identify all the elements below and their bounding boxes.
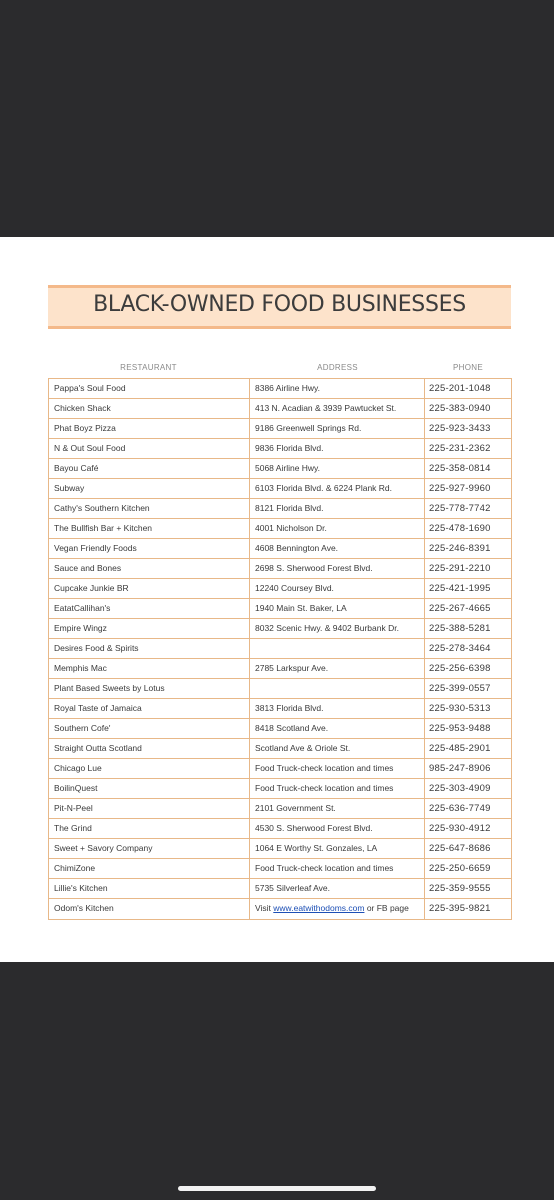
restaurant-name: N & Out Soul Food [49,439,250,458]
address-cell: 2698 S. Sherwood Forest Blvd. [250,559,425,578]
restaurant-name: Plant Based Sweets by Lotus [49,679,250,698]
phone-cell: 225-267-4665 [429,603,491,614]
table-row [49,699,511,719]
title-band [48,285,511,329]
restaurant-name: Bayou Café [49,459,250,478]
address-cell: 8386 Airline Hwy. [250,379,425,398]
restaurant-name: Cupcake Junkie BR [49,579,250,598]
phone-cell: 225-359-9555 [429,883,491,894]
business-table [48,378,512,920]
restaurant-name: Chicago Lue [49,759,250,778]
home-indicator[interactable] [178,1186,376,1191]
address-cell: 12240 Coursey Blvd. [250,579,425,598]
restaurant-name: Subway [49,479,250,498]
phone-cell: 225-250-6659 [429,863,491,874]
restaurant-name: Phat Boyz Pizza [49,419,250,438]
address-cell: 9836 Florida Blvd. [250,439,425,458]
address-cell: Scotland Ave & Oriole St. [250,739,425,758]
table-row [49,759,511,779]
table-row [49,379,511,399]
table-row [49,499,511,519]
restaurant-name: BoilinQuest [49,779,250,798]
address-cell: 8418 Scotland Ave. [250,719,425,738]
table-row [49,859,511,879]
table-row [49,839,511,859]
table-row [49,739,511,759]
phone-cell: 225-303-4909 [429,783,491,794]
table-row [49,899,511,919]
table-row [49,539,511,559]
table-row [49,619,511,639]
address-cell: 8032 Scenic Hwy. & 9402 Burbank Dr. [250,619,425,638]
address-cell: 5068 Airline Hwy. [250,459,425,478]
address-cell: 1064 E Worthy St. Gonzales, LA [250,839,425,858]
address-cell: 6103 Florida Blvd. & 6224 Plank Rd. [250,479,425,498]
column-header-restaurant: RESTAURANT [120,363,177,372]
restaurant-name: EatatCallihan's [49,599,250,618]
table-row [49,679,511,699]
address-cell: 1940 Main St. Baker, LA [250,599,425,618]
table-row [49,659,511,679]
address-cell: 4001 Nicholson Dr. [250,519,425,538]
restaurant-name: Empire Wingz [49,619,250,638]
restaurant-name: Cathy's Southern Kitchen [49,499,250,518]
address-cell: Food Truck-check location and times [250,779,425,798]
top-dark-area [0,0,554,237]
restaurant-name: Pappa's Soul Food [49,379,250,398]
phone-cell: 225-201-1048 [429,383,491,394]
phone-cell: 225-395-9821 [429,903,491,914]
restaurant-name: Royal Taste of Jamaica [49,699,250,718]
restaurant-name: Desires Food & Spirits [49,639,250,658]
restaurant-name: The Grind [49,819,250,838]
table-row [49,459,511,479]
table-row [49,719,511,739]
phone-cell: 225-485-2901 [429,743,491,754]
phone-cell: 225-478-1690 [429,523,491,534]
restaurant-name: Southern Cofe' [49,719,250,738]
phone-cell: 225-246-8391 [429,543,491,554]
table-row [49,779,511,799]
restaurant-name: Memphis Mac [49,659,250,678]
phone-cell: 225-930-5313 [429,703,491,714]
phone-cell: 225-231-2362 [429,443,491,454]
restaurant-name: Odom's Kitchen [49,899,250,919]
table-row [49,579,511,599]
phone-cell: 225-291-2210 [429,563,491,574]
phone-cell: 225-647-8686 [429,843,491,854]
table-row [49,819,511,839]
phone-cell: 225-953-9488 [429,723,491,734]
restaurant-name: Chicken Shack [49,399,250,418]
address-cell: 2101 Government St. [250,799,425,818]
address-cell: 3813 Florida Blvd. [250,699,425,718]
phone-cell: 225-930-4912 [429,823,491,834]
website-link[interactable]: www.eatwithodoms.com [273,903,365,913]
table-row [49,399,511,419]
address-cell: 4608 Bennington Ave. [250,539,425,558]
restaurant-name: Sweet + Savory Company [49,839,250,858]
phone-cell: 225-636-7749 [429,803,491,814]
address-cell: 8121 Florida Blvd. [250,499,425,518]
restaurant-name: The Bullfish Bar + Kitchen [49,519,250,538]
restaurant-name: Lillie's Kitchen [49,879,250,898]
address-cell: 9186 Greenwell Springs Rd. [250,419,425,438]
table-row [49,799,511,819]
table-row [49,419,511,439]
phone-cell: 225-383-0940 [429,403,491,414]
column-header-address: ADDRESS [317,363,358,372]
restaurant-name: Sauce and Bones [49,559,250,578]
restaurant-name: Straight Outta Scotland [49,739,250,758]
phone-cell: 225-256-6398 [429,663,491,674]
restaurant-name: Pit-N-Peel [49,799,250,818]
address-cell: 2785 Larkspur Ave. [250,659,425,678]
phone-cell: 225-358-0814 [429,463,491,474]
phone-cell: 225-278-3464 [429,643,491,654]
address-cell: 5735 Silverleaf Ave. [250,879,425,898]
column-header-phone: PHONE [453,363,483,372]
table-row [49,479,511,499]
table-row [49,879,511,899]
address-cell: 4530 S. Sherwood Forest Blvd. [250,819,425,838]
bottom-dark-area [0,962,554,1200]
restaurant-name: Vegan Friendly Foods [49,539,250,558]
document-image [0,237,554,962]
table-row [49,519,511,539]
table-row [49,599,511,619]
table-row [49,639,511,659]
address-prefix: Visit [255,903,274,913]
phone-cell: 225-388-5281 [429,623,491,634]
phone-cell: 225-399-0557 [429,683,491,694]
address-cell: Food Truck-check location and times [250,759,425,778]
address-cell [250,899,425,919]
address-suffix: or FB page [364,903,409,913]
address-cell [250,679,425,698]
phone-cell: 225-927-9960 [429,483,491,494]
phone-cell: 225-923-3433 [429,423,491,434]
phone-cell: 985-247-8906 [429,763,491,774]
restaurant-name: ChimiZone [49,859,250,878]
table-row [49,559,511,579]
address-cell: Food Truck-check location and times [250,859,425,878]
address-cell: 413 N. Acadian & 3939 Pawtucket St. [250,399,425,418]
table-row [49,439,511,459]
phone-cell: 225-421-1995 [429,583,491,594]
document-title: BLACK-OWNED FOOD BUSINESSES [93,292,466,317]
phone-cell: 225-778-7742 [429,503,491,514]
address-cell [250,639,425,658]
